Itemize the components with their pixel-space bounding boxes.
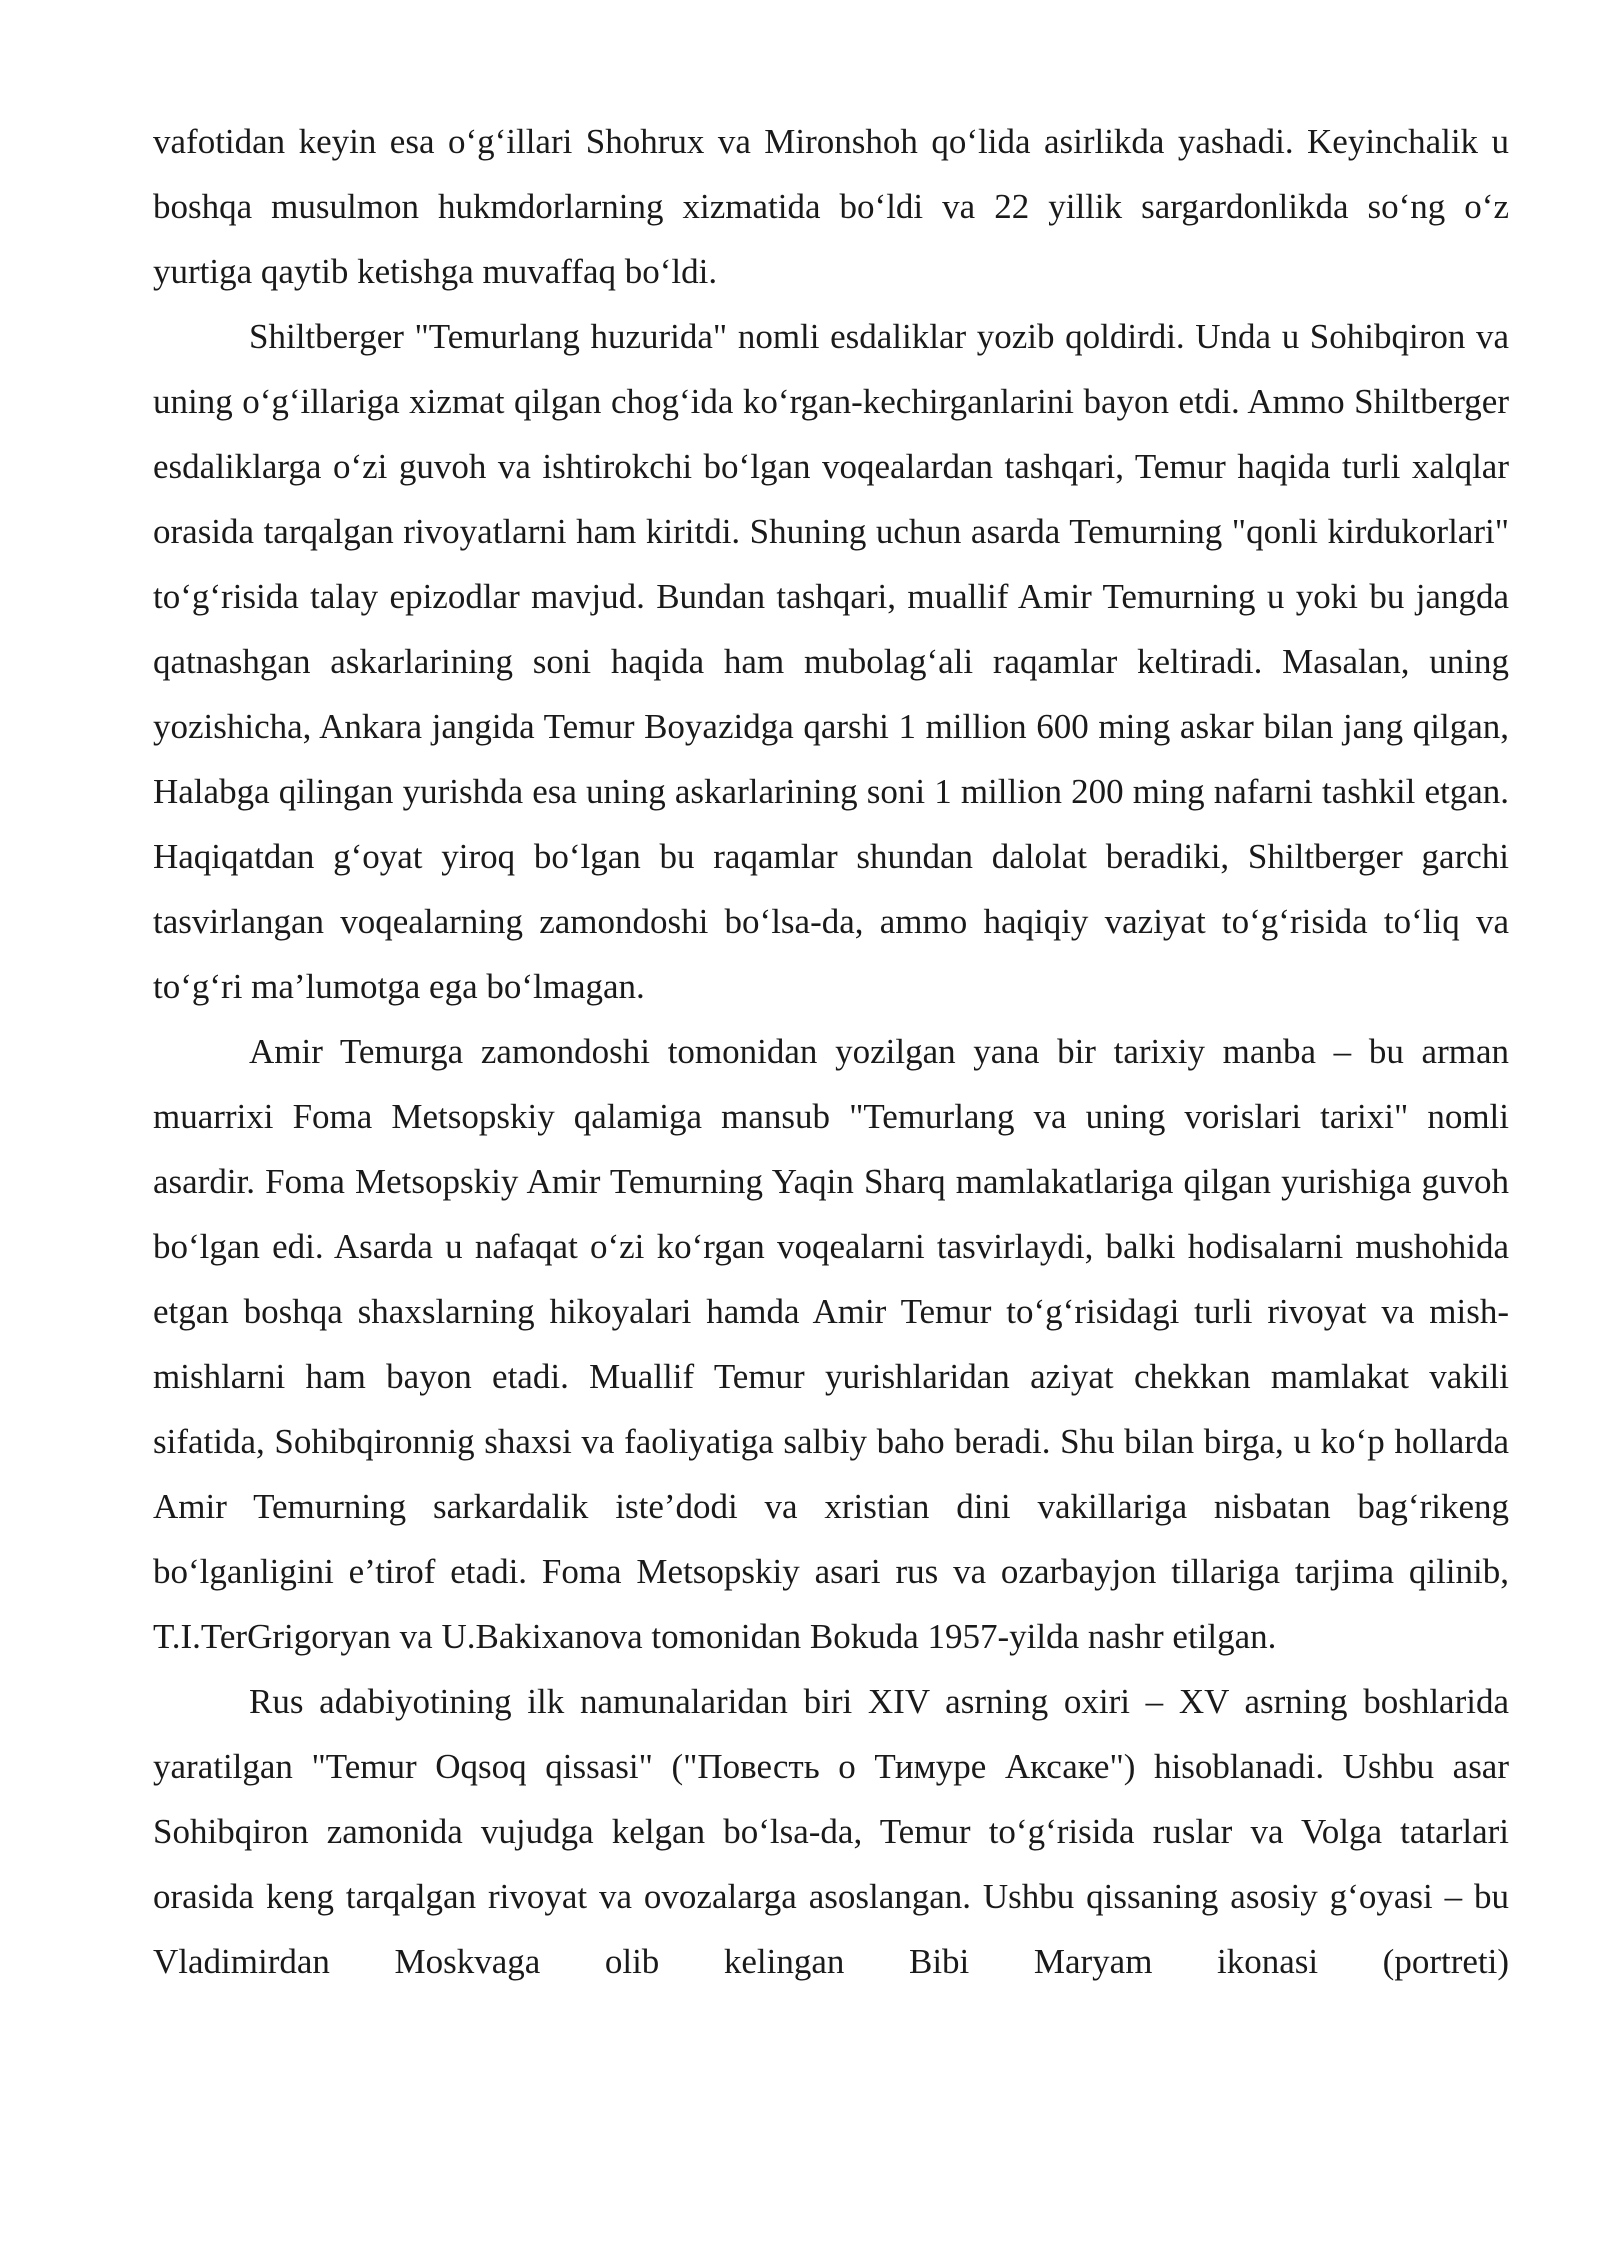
paragraph-shiltberger: Shiltberger "Temurlang huzurida" nomli esdaliklar yozib qoldirdi. Unda u Sohibqiron va uning o‘g‘illariga xizmat qilgan chog‘ida ko‘rgan-kechirganlarini bayon etdi. Ammo Shiltberger esdaliklarga o‘zi guvoh va ishtirokchi bo‘lgan voqealardan tashqari, Temur haqida turli xalqlar orasida tarqalgan rivoyatlarni ham kiritdi. Shuning uchun asarda Temurning "qonli kirdukorlari" to‘g‘risida talay epizodlar mavjud. Bundan tashqari, muallif Amir Temurning u yoki bu jangda qatnashgan askarlarining soni haqida ham mubolag‘ali raqamlar keltiradi. Masalan, uning yozishicha, Ankara jangida Temur Boyazidga qarshi 1 million 600 ming askar bilan jang qilgan, Halabga qilingan yurishda esa uning askarlarining soni 1 million 200 ming nafarni tashkil etgan. Haqiqatdan g‘oyat yiroq bo‘lgan bu raqamlar shundan dalolat beradiki, Shiltberger garchi tasvirlangan voqealarning zamondoshi bo‘lsa-da, ammo haqiqiy vaziyat to‘g‘risida to‘liq va to‘g‘ri ma’lumotga ega bo‘lmagan. — [153, 317, 1509, 1006]
paragraph-foma-metsopskiy: Amir Temurga zamondoshi tomonidan yozilgan yana bir tarixiy manba – bu arman muarrixi Foma Metsopskiy qalamiga mansub "Temurlang va uning vorislari tarixi" nomli asardir. Foma Metsopskiy Amir Temurning Yaqin Sharq mamlakatlariga qilgan yurishiga guvoh bo‘lgan edi. Asarda u nafaqat o‘zi ko‘rgan voqealarni tasvirlaydi, balki hodisalarni mushohida etgan boshqa shaxslarning hikoyalari hamda Amir Temur to‘g‘risidagi turli rivoyat va mish-mishlarni ham bayon etadi. Muallif Temur yurishlaridan aziyat chekkan mamlakat vakili sifatida, Sohibqironnig shaxsi va faoliyatiga salbiy baho beradi. Shu bilan birga, u ko‘p hollarda Amir Temurning sarkardalik iste’dodi va xristian dini vakillariga nisbatan bag‘rikeng bo‘lganligini e’tirof etadi. Foma Metsopskiy asari rus va ozarbayjon tillariga tarjima qilinib, T.I.TerGrigoryan va U.Bakixanova tomonidan Bokuda 1957-yilda nashr etilgan. — [153, 1032, 1509, 1656]
document-page — [153, 109, 1509, 1994]
paragraph-continuation: vafotidan keyin esa o‘g‘illari Shohrux va Mironshoh qo‘lida asirlikda yashadi. Keyinchalik u boshqa musulmon hukmdorlarning xizmatida bo‘ldi va 22 yillik sargardonlikda so‘ng o‘z yurtiga qaytib ketishga muvaffaq bo‘ldi. — [153, 122, 1509, 291]
paragraph-temur-oqsoq-qissasi: Rus adabiyotining ilk namunalaridan biri XIV asrning oxiri – XV asrning boshlarida yaratilgan "Temur Oqsoq qissasi" ("Повесть о Тимуре Аксаке") hisoblanadi. Ushbu asar Sohibqiron zamonida vujudga kelgan bo‘lsa-da, Temur to‘g‘risida ruslar va Volga tatarlari orasida keng tarqalgan rivoyat va ovozalarga asoslangan. Ushbu qissaning asosiy g‘oyasi – bu Vladimirdan Moskvaga olib kelingan Bibi Maryam ikonasi (portreti) — [153, 1682, 1509, 1981]
